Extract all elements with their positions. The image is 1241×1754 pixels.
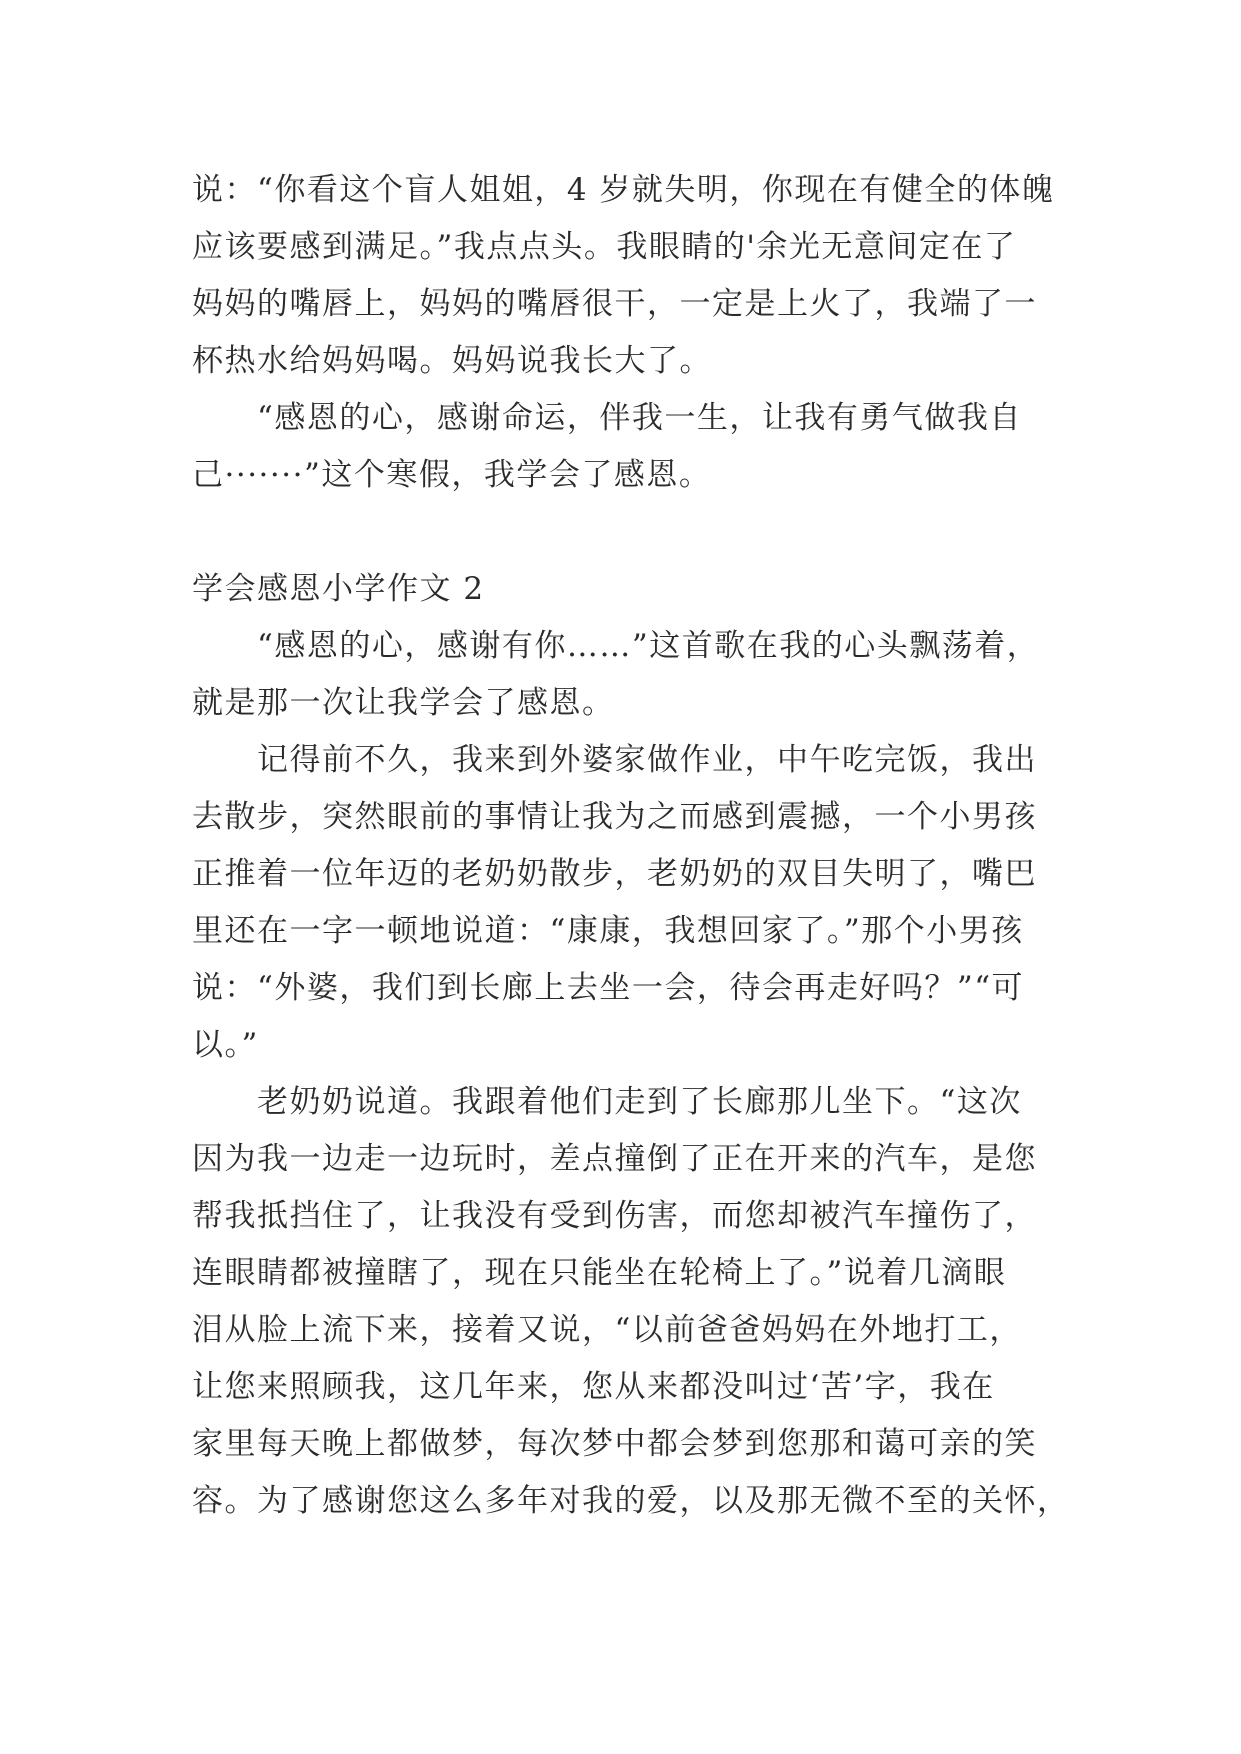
text-line: 以。” (192, 1027, 259, 1063)
document-body (192, 162, 1070, 1530)
text-line: 帮我抵挡住了，让我没有受到伤害，而您却被汽车撞伤了， (192, 1198, 1037, 1234)
text-line: 说：“外婆，我们到长廊上去坐一会，待会再走好吗？”“可 (192, 970, 1025, 1006)
text-line: 妈妈的嘴唇上，妈妈的嘴唇很干，一定是上火了，我端了一 (192, 286, 1037, 322)
text-line: 容。为了感谢您这么多年对我的爱，以及那无微不至的关怀， (192, 1483, 1070, 1519)
text-line: 记得前不久，我来到外婆家做作业，中午吃完饭，我出 (192, 742, 1037, 778)
text-line: 杯热水给妈妈喝。妈妈说我长大了。 (192, 343, 712, 379)
text-line: “感恩的心，感谢有你……”这首歌在我的心头飘荡着， (192, 628, 1040, 664)
text-line: 老奶奶说道。我跟着他们走到了长廊那儿坐下。“这次 (192, 1084, 1022, 1120)
section-spacer (192, 504, 1062, 561)
text-line: 让您来照顾我，这几年来，您从来都没叫过‘苦’字，我在 (192, 1369, 995, 1405)
section-title: 学会感恩小学作文 2 (192, 571, 485, 607)
text-line: “感恩的心，感谢命运，伴我一生，让我有勇气做我自 (192, 400, 1022, 436)
text-line: 泪从脸上流下来，接着又说，“以前爸爸妈妈在外地打工， (192, 1312, 1022, 1348)
text-line: 因为我一边走一边玩时，差点撞倒了正在开来的汽车，是您 (192, 1141, 1037, 1177)
text-line: 正推着一位年迈的老奶奶散步，老奶奶的双目失明了，嘴巴 (192, 856, 1037, 892)
text-line: 去散步，突然眼前的事情让我为之而感到震撼，一个小男孩 (192, 799, 1037, 835)
text-line: 连眼睛都被撞瞎了，现在只能坐在轮椅上了。”说着几滴眼 (192, 1255, 1007, 1291)
text-line: 应该要感到满足。”我点点头。我眼睛的'余光无意间定在了 (192, 229, 1017, 265)
text-line: 己·······”这个寒假，我学会了感恩。 (192, 457, 712, 493)
text-line: 说：“你看这个盲人姐姐，4 岁就失明，你现在有健全的体魄 (192, 172, 1055, 208)
text-line: 家里每天晚上都做梦，每次梦中都会梦到您那和蔼可亲的笑 (192, 1426, 1037, 1462)
text-line: 就是那一次让我学会了感恩。 (192, 685, 615, 721)
text-line: 里还在一字一顿地说道：“康康，我想回家了。”那个小男孩 (192, 913, 1024, 949)
